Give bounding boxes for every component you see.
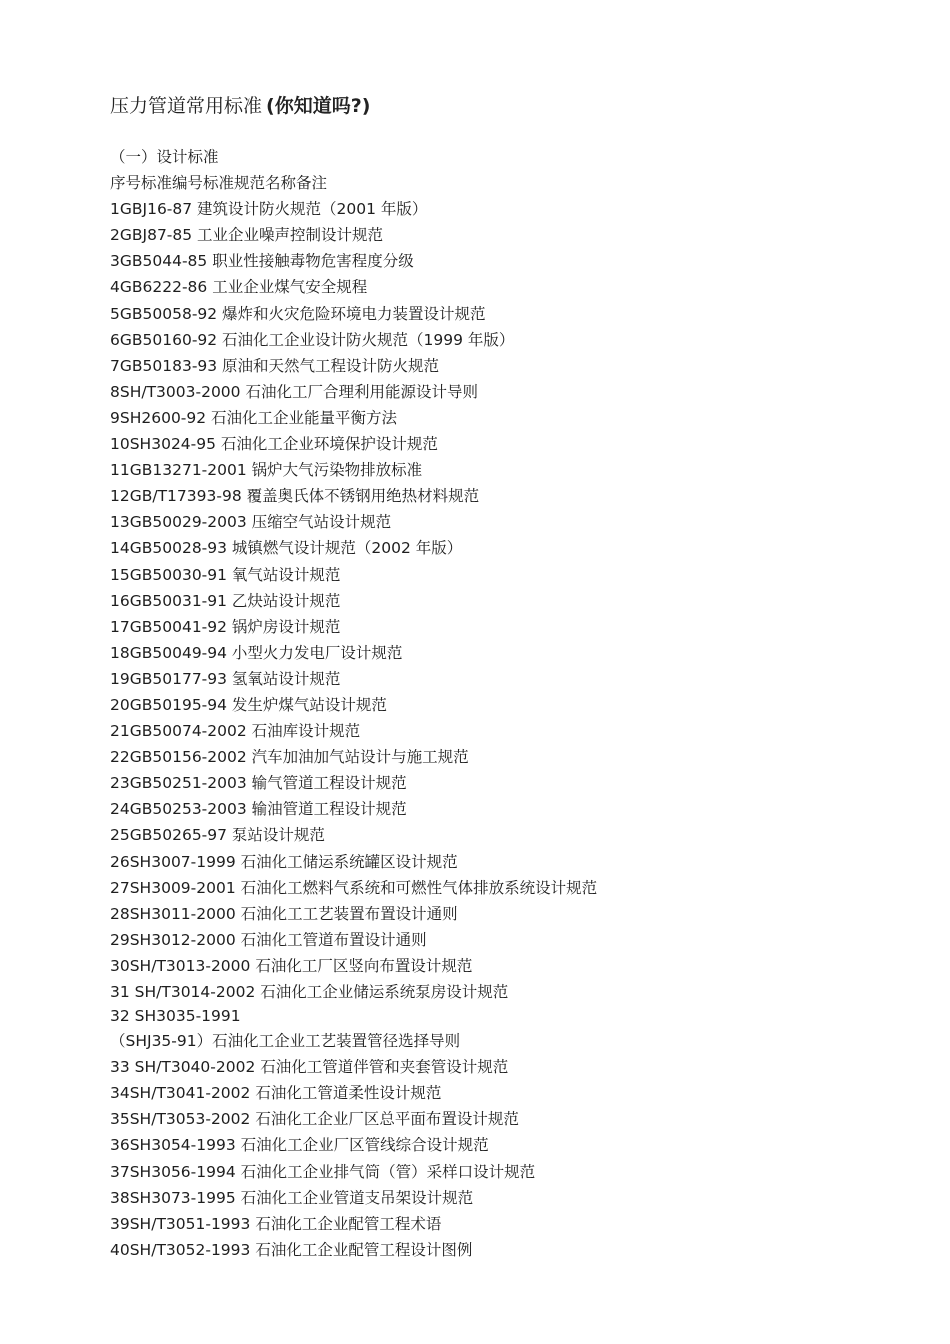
table-header-line: 序号标准编号标准规范名称备注 xyxy=(110,174,328,193)
list-item: 25GB50265-97 泵站设计规范 xyxy=(110,826,325,845)
list-item: 2GBJ87-85 工业企业噪声控制设计规范 xyxy=(110,226,384,245)
standards-list xyxy=(110,144,910,1263)
list-item: 34SH/T3041-2002 石油化工管道柔性设计规范 xyxy=(110,1084,442,1103)
list-item: 13GB50029-2003 压缩空气站设计规范 xyxy=(110,513,392,532)
list-item-continuation: （SHJ35-91）石油化工企业工艺装置管径选择导则 xyxy=(110,1032,461,1051)
list-item: 23GB50251-2003 输气管道工程设计规范 xyxy=(110,774,407,793)
list-item: 30SH/T3013-2000 石油化工厂区竖向布置设计规范 xyxy=(110,956,473,975)
title-suffix: (你知道吗?) xyxy=(266,95,371,117)
list-item: 35SH/T3053-2002 石油化工企业厂区总平面布置设计规范 xyxy=(110,1110,519,1129)
list-item: 37SH3056-1994 石油化工企业排气筒（管）采样口设计规范 xyxy=(110,1162,536,1181)
list-item: 40SH/T3052-1993 石油化工企业配管工程设计图例 xyxy=(110,1240,473,1259)
list-item: 39SH/T3051-1993 石油化工企业配管工程术语 xyxy=(110,1214,442,1233)
list-item: 1GBJ16-87 建筑设计防火规范（2001 年版） xyxy=(110,200,428,219)
list-item: 31 SH/T3014-2002 石油化工企业储运系统泵房设计规范 xyxy=(110,983,509,1001)
list-item: 6GB50160-92 石油化工企业设计防火规范（1999 年版） xyxy=(110,330,515,349)
list-item: 32 SH3035-1991 xyxy=(110,1007,241,1026)
list-item: 9SH2600-92 石油化工企业能量平衡方法 xyxy=(110,408,398,427)
list-item: 16GB50031-91 乙炔站设计规范 xyxy=(110,591,341,610)
list-item: 26SH3007-1999 石油化工储运系统罐区设计规范 xyxy=(110,852,458,871)
list-item: 3GB5044-85 职业性接触毒物危害程度分级 xyxy=(110,252,414,271)
list-item: 11GB13271-2001 锅炉大气污染物排放标准 xyxy=(110,461,423,480)
list-item: 22GB50156-2002 汽车加油加气站设计与施工规范 xyxy=(110,748,469,767)
list-item: 17GB50041-92 锅炉房设计规范 xyxy=(110,617,341,636)
list-item: 38SH3073-1995 石油化工企业管道支吊架设计规范 xyxy=(110,1188,474,1207)
list-item: 7GB50183-93 原油和天然气工程设计防火规范 xyxy=(110,356,440,375)
list-item: 15GB50030-91 氧气站设计规范 xyxy=(110,565,341,584)
list-item: 10SH3024-95 石油化工企业环境保护设计规范 xyxy=(110,435,438,454)
list-item: 29SH3012-2000 石油化工管道布置设计通则 xyxy=(110,930,427,949)
list-item: 20GB50195-94 发生炉煤气站设计规范 xyxy=(110,695,387,714)
page-title xyxy=(110,92,370,120)
list-item: 12GB/T17393-98 覆盖奥氏体不锈钢用绝热材料规范 xyxy=(110,487,480,506)
title-text: 压力管道常用标准 xyxy=(110,95,263,117)
list-item: 36SH3054-1993 石油化工企业厂区管线综合设计规范 xyxy=(110,1136,489,1155)
list-item: 27SH3009-2001 石油化工燃料气系统和可燃性气体排放系统设计规范 xyxy=(110,878,598,897)
list-item: 28SH3011-2000 石油化工工艺装置布置设计通则 xyxy=(110,904,458,923)
list-item: 33 SH/T3040-2002 石油化工管道伴管和夹套管设计规范 xyxy=(110,1058,509,1077)
list-item: 4GB6222-86 工业企业煤气安全规程 xyxy=(110,278,368,297)
list-item: 19GB50177-93 氢氧站设计规范 xyxy=(110,669,341,688)
list-item: 18GB50049-94 小型火力发电厂设计规范 xyxy=(110,643,403,662)
list-item: 21GB50074-2002 石油库设计规范 xyxy=(110,722,361,741)
list-item: 24GB50253-2003 输油管道工程设计规范 xyxy=(110,800,407,819)
section-heading: （一）设计标准 xyxy=(110,148,219,166)
list-item: 5GB50058-92 爆炸和火灾危险环境电力装置设计规范 xyxy=(110,304,486,323)
list-item: 14GB50028-93 城镇燃气设计规范（2002 年版） xyxy=(110,539,463,558)
list-item: 8SH/T3003-2000 石油化工厂合理利用能源设计导则 xyxy=(110,382,478,401)
